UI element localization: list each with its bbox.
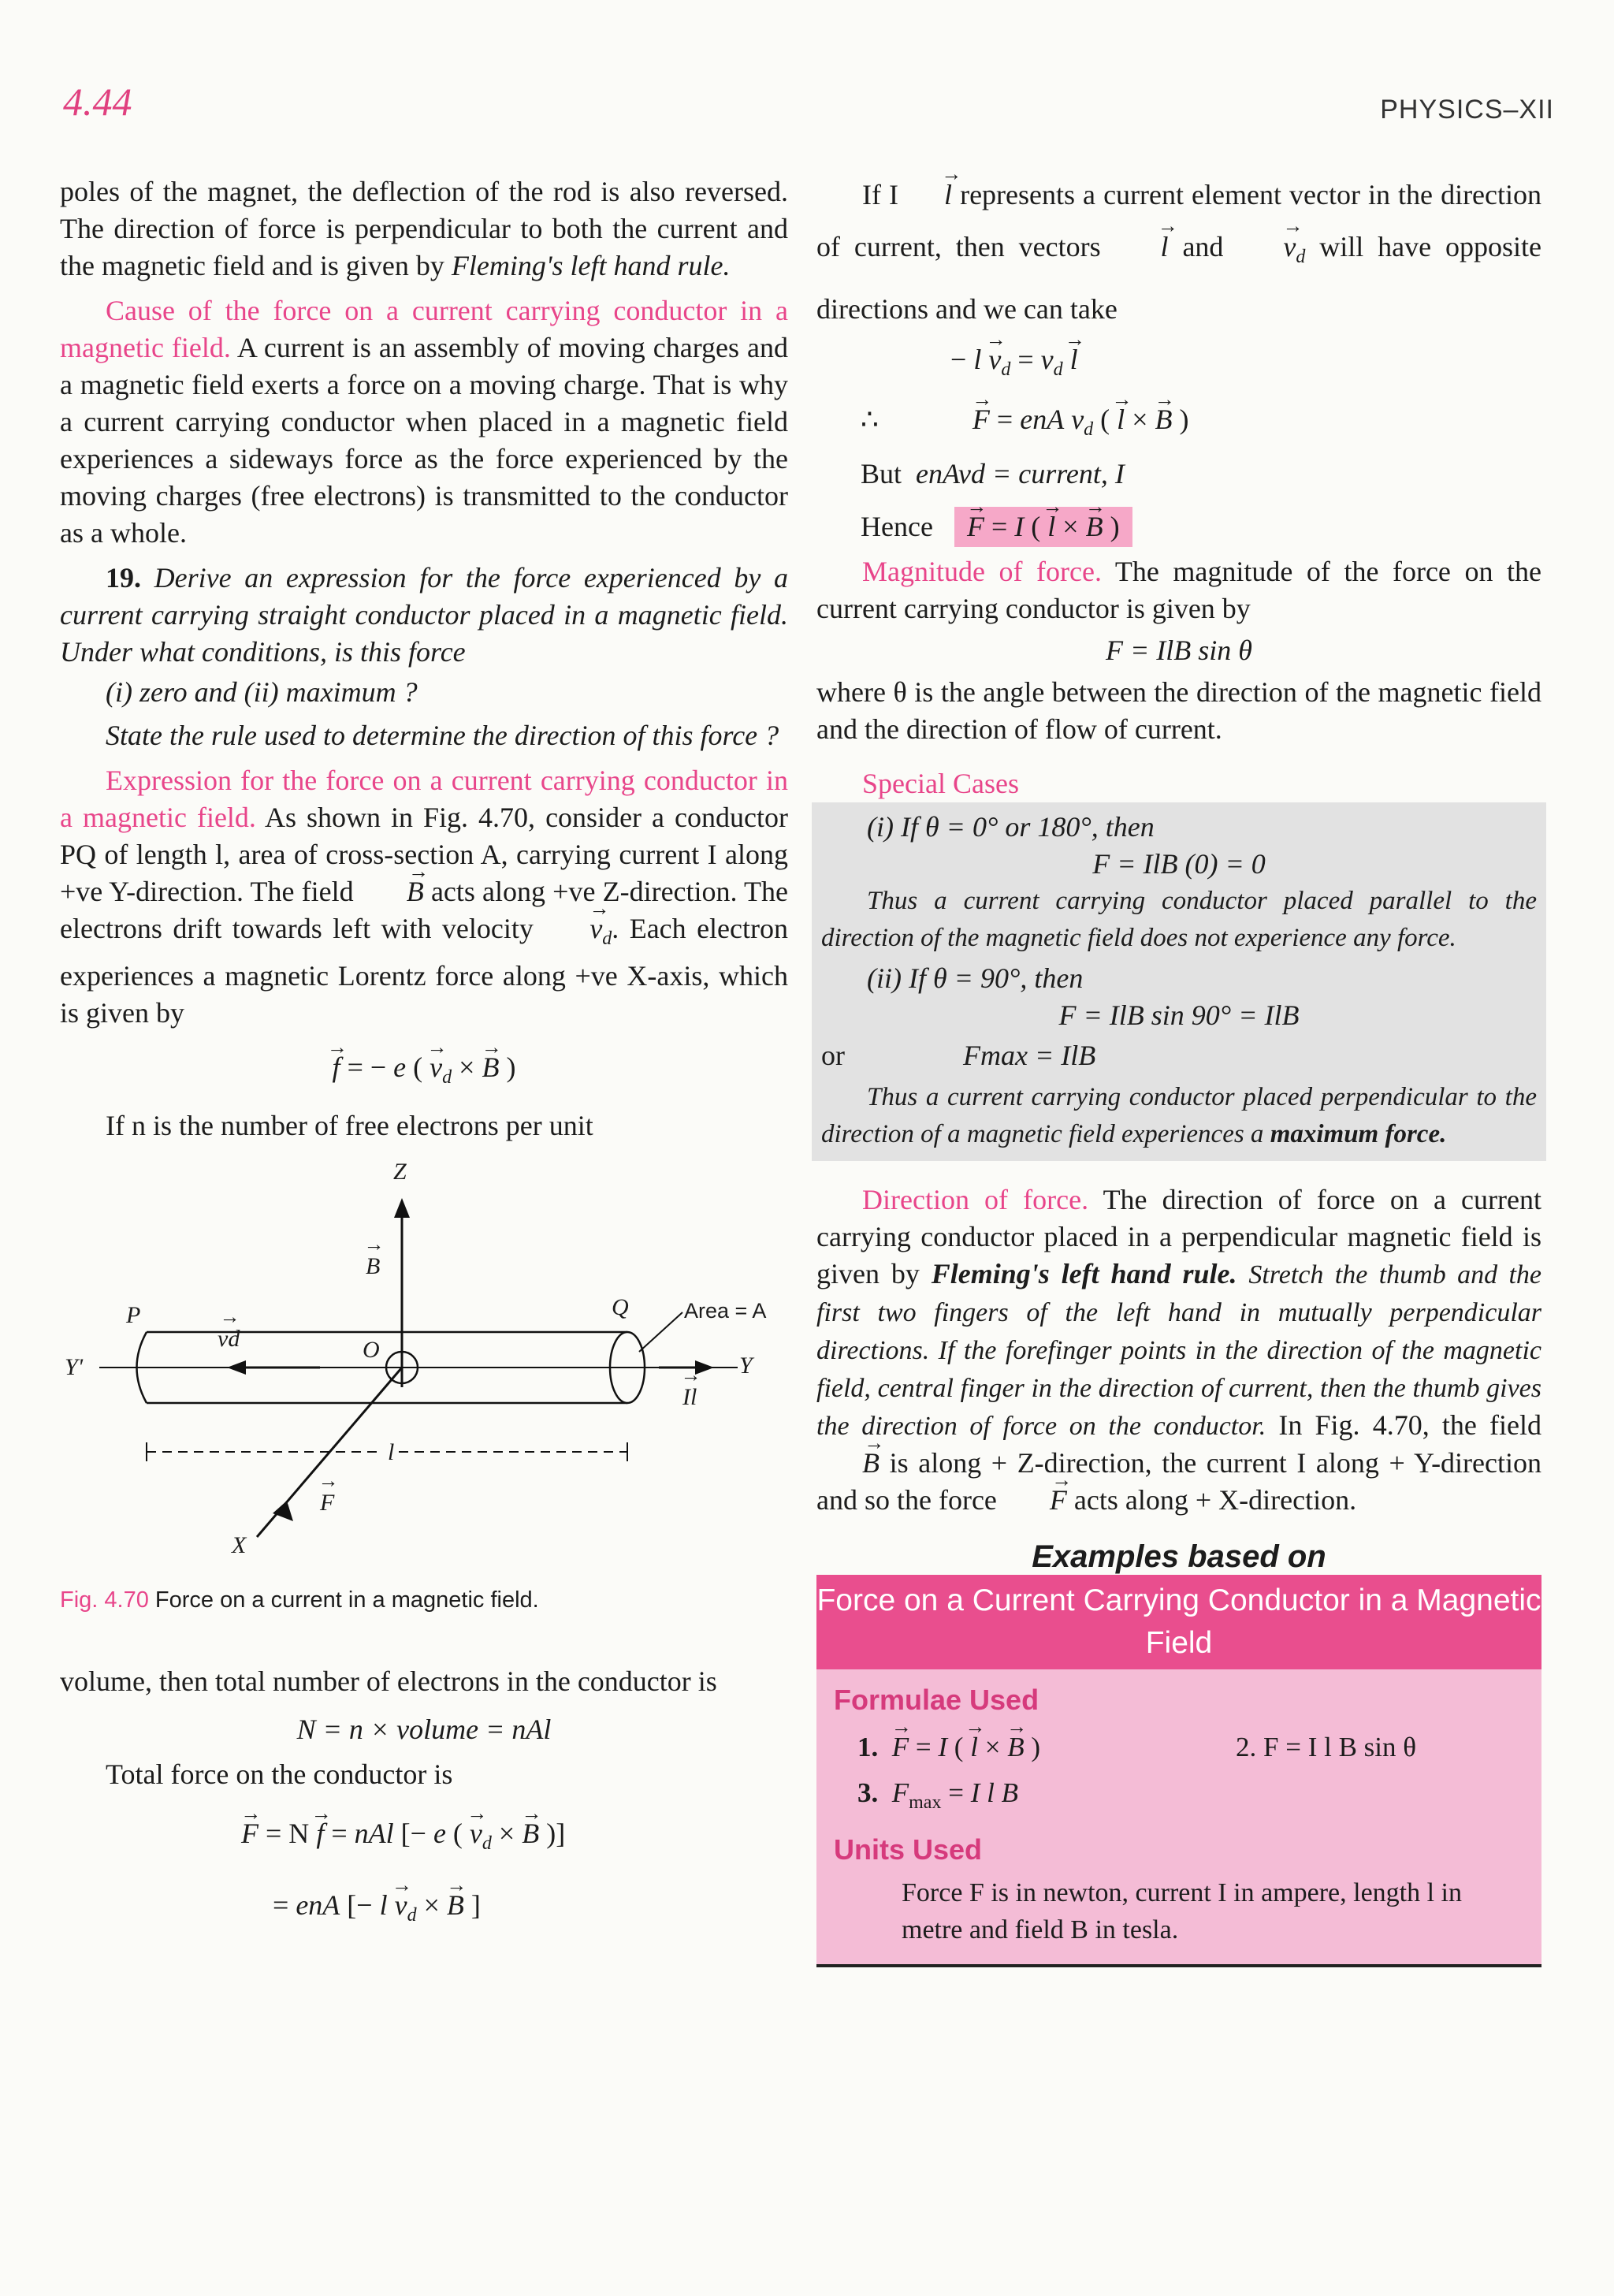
label-area: Area = A xyxy=(684,1299,767,1323)
question-parts: (i) zero and (ii) maximum ? xyxy=(106,676,418,708)
book-title: PHYSICS–XII xyxy=(1380,95,1554,125)
paragraph-total-force: Total force on the conductor is xyxy=(106,1758,453,1791)
label-p: P xyxy=(126,1302,141,1329)
cause-heading: Cause of the force on a current carrying conductor in a magnetic field. xyxy=(60,295,788,363)
paragraph-current-element: If I→ l represents a current element vector in the direction of current, then vectors → l and → $v_d$ will have opposite directions and we can take xyxy=(816,169,1541,335)
right-column xyxy=(816,173,1541,1967)
but-equation: But enAvd = current, I xyxy=(861,457,1125,489)
paragraph-if-n: If n is the number of free electrons per unit xyxy=(106,1110,593,1142)
direction-heading: Direction of force. xyxy=(862,1183,1089,1215)
special-cases-box xyxy=(812,802,1546,1161)
magnitude-equation: F = IlB sin θ xyxy=(1106,634,1252,666)
label-b: → B xyxy=(366,1253,380,1280)
label-il: → Il xyxy=(682,1384,697,1411)
question-rule: State the rule used to determine the direction of this force ? xyxy=(106,720,779,751)
paragraph-expression: Expression for the force on a current carrying conductor in a magnetic field. As shown in Fig. 4.70, consider a conductor PQ of length l, area of cross-section A, carrying current I along +ve Y-direction. The field → B acts along +ve Z-direction. The electrons drift towards left with velocity → $v_d$. Each electron experiences a magnetic Lorentz force along +ve X-axis, which is given by xyxy=(60,762,788,1032)
page-number: 4.44 xyxy=(63,80,132,124)
case-2: (ii) If θ = 90°, then xyxy=(867,962,1084,994)
case-1-note: Thus a current carrying conductor placed parallel to the direction of the magnetic field does not experience any force. xyxy=(821,886,1537,952)
paragraph-where: where θ is the angle between the direction of the magnetic field and the direction of flow of current. xyxy=(816,675,1541,745)
label-f: → F xyxy=(320,1490,334,1516)
formula-2: 2. F = I l B sin θ xyxy=(1236,1731,1417,1762)
paragraph-direction: Direction of force. The direction of force on a current carrying conductor placed in a perpendicular magnetic field is given by Fleming's left hand rule. Stretch the thumb and the first two fingers of the left hand in mutually perpendicular directions. If the forefinger points in the direction of the magnetic field, central finger in the direction of current, then the thumb gives the direction of force on the conductor. In Fig. 4.70, the field → B is along + Z-direction, the current I along + Y-direction and so the force → F acts along + X-direction. xyxy=(816,1181,1541,1519)
paragraph-magnitude: Magnitude of force. The magnitude of the force on the current carrying conductor is given by xyxy=(816,555,1541,624)
label-y-negative: Y' xyxy=(65,1354,84,1381)
fmax-equation: or Fmax = IlB xyxy=(821,1039,1096,1071)
total-force-equation-1: → F = N → f = nAl [− e ( → $v_d$ × → B )] xyxy=(241,1815,788,1862)
units-heading: Units Used xyxy=(834,1833,983,1866)
left-column xyxy=(60,173,788,1934)
figure-4-70 xyxy=(60,1151,788,1624)
examples-banner: Force on a Current Carrying Conductor in a Magnetic Field xyxy=(816,1575,1541,1669)
paragraph-volume: volume, then total number of electrons in the conductor is xyxy=(60,1665,717,1698)
total-force-equation-2: = enA [− $l \to v_d$ × → B ] xyxy=(273,1887,788,1934)
label-x: X xyxy=(232,1532,247,1559)
formula-row-1: 1. → F = I ( → l × → B ) 2. F = I l B sin θ xyxy=(857,1725,1526,1770)
case-1: (i) If θ = 0° or 180°, then xyxy=(867,810,1155,843)
n-equation: N = n × volume = nAl xyxy=(296,1714,552,1746)
units-text: Force F is in newton, current I in ampere, length l in metre and field B in tesla. xyxy=(902,1877,1462,1944)
examples-title: Examples based on xyxy=(1032,1539,1326,1574)
figure-caption: Fig. 4.70 Force on a current in a magnetic field. xyxy=(60,1587,539,1613)
examples-box xyxy=(816,1669,1541,1967)
conductor-diagram xyxy=(60,1151,788,1592)
vd-relation-equation: − $l \to v_d = v_d \to l$ xyxy=(950,341,1541,389)
paragraph-cause: Cause of the force on a current carrying conductor in a magnetic field. A current is an assembly of moving charges and a magnetic field exerts a force on a moving charge. That is why a current carrying conductor when placed in a magnetic field experiences a sideways force as the force experienced by the moving charges (free electrons) is transmitted to the conductor as a whole. xyxy=(60,295,789,549)
formulae-heading: Formulae Used xyxy=(834,1683,1039,1716)
therefore-equation: ∴ → F = enA $v_d$ ( → l × → B ) xyxy=(861,401,1541,448)
label-q: Q xyxy=(612,1294,629,1321)
label-length: l xyxy=(383,1439,399,1466)
lorentz-equation: → f = − e ( → $v_d$ × → B ) xyxy=(60,1049,788,1096)
label-z: Z xyxy=(393,1159,407,1185)
label-origin: O xyxy=(363,1337,380,1364)
formula-row-3: 3. $F_{max} = I$ l B xyxy=(857,1777,1018,1813)
label-vd: → vd xyxy=(218,1326,240,1353)
result-highlight: → F = I ( → l × → B ) xyxy=(954,507,1132,547)
question-19: 19. Derive an expression for the force experienced by a current carrying straight conductor placed in a magnetic field. Under what conditions, is this force xyxy=(60,562,789,668)
case-1-equation: F = IlB (0) = 0 xyxy=(1092,847,1266,880)
case-2-note: Thus a current carrying conductor placed perpendicular to the direction of a magnetic field experiences a maximum force. xyxy=(821,1082,1537,1148)
expression-heading: Expression for the force on a current carrying conductor in a magnetic field. xyxy=(60,765,788,833)
hence-equation: Hence → F = I ( → l × → B ) xyxy=(861,507,1541,547)
special-cases-heading: Special Cases xyxy=(862,767,1019,799)
label-y: Y xyxy=(739,1353,753,1379)
magnitude-heading: Magnitude of force. xyxy=(862,555,1102,587)
case-2-equation: F = IlB sin 90° = IlB xyxy=(1058,999,1300,1031)
paragraph-poles: poles of the magnet, the deflection of the rod is also reversed. The direction of force is perpendicular to both the current and the magnetic field and is given by Fleming's left hand rule. xyxy=(60,176,788,281)
